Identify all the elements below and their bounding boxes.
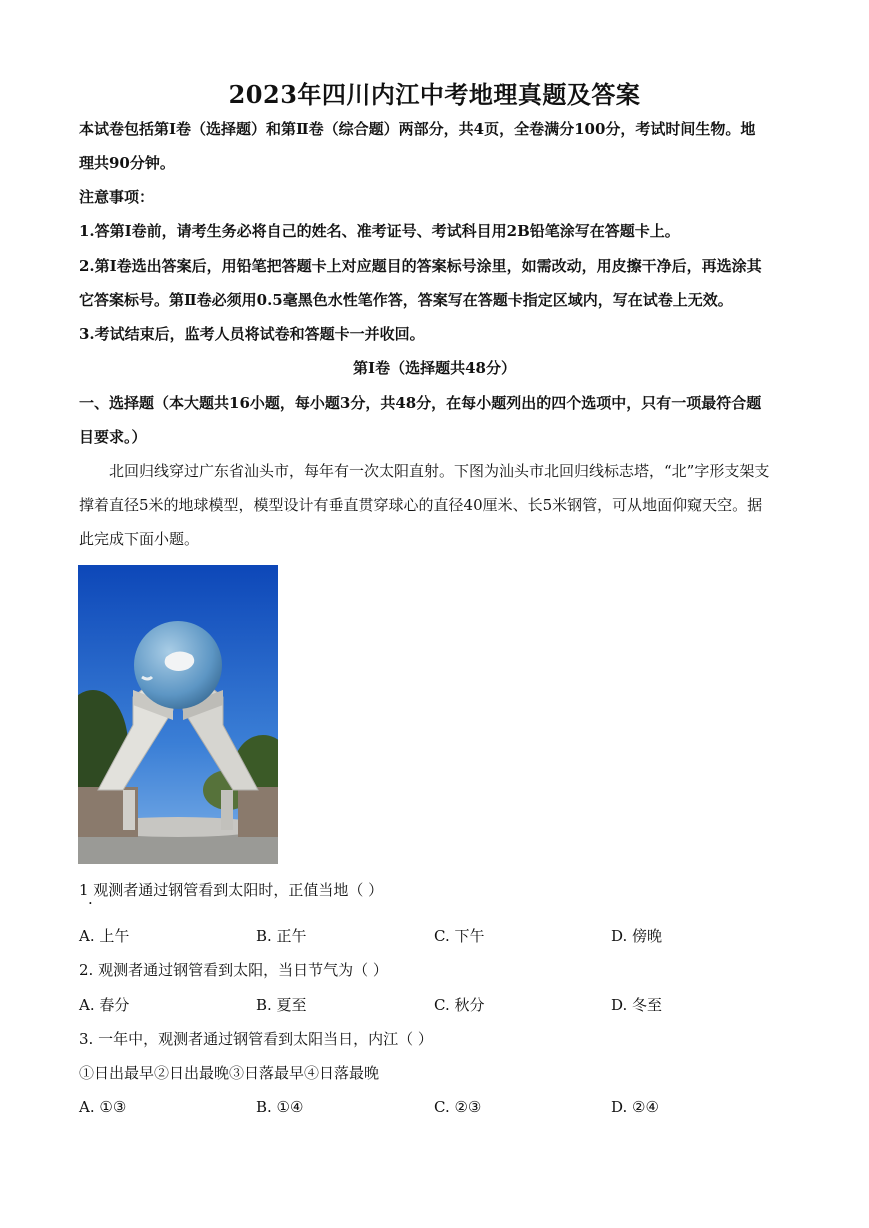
note-2-line-2: 它答案标号。第Ⅱ卷必须用0.5毫黑色水性笔作答，答案写在答题卡指定区域内，写在试卷上无效。 [79,291,733,309]
question-1-dot-mark: · [88,894,93,912]
question-2-option-a[interactable]: A. 春分 [79,996,130,1014]
part1-line-2: 目要求。） [79,428,147,446]
question-2-option-c[interactable]: C. 秋分 [434,996,485,1014]
question-2-option-b[interactable]: B. 夏至 [256,996,307,1014]
note-2-line-1: 2.第Ⅰ卷选出答案后，用铅笔把答题卡上对应题目的答案标号涂里，如需改动，用皮擦干净后，再选涂其 [79,257,762,275]
question-1-option-c[interactable]: C. 下午 [434,927,485,945]
question-2-stem: 2. 观测者通过钢管看到太阳，当日节气为（ ） [79,961,388,979]
note-3: 3.考试结束后，监考人员将试卷和答题卡一并收回。 [79,325,425,343]
passage-line-3: 此完成下面小题。 [79,530,200,548]
passage-line-1: 北回归线穿过广东省汕头市，每年有一次太阳直射。下图为汕头市北回归线标志塔，“北”字形支架支 [109,462,770,480]
question-1-option-d[interactable]: D. 傍晚 [611,927,663,945]
notes-heading: 注意事项： [79,188,155,206]
question-1-option-a[interactable]: A. 上午 [79,927,130,945]
part1-line-1: 一、选择题（本大题共16小题，每小题3分，共48分，在每小题列出的四个选项中，只有一项最符合题 [79,394,762,412]
question-1-option-b[interactable]: B. 正午 [256,927,307,945]
globe-monument-illustration [78,565,278,864]
intro-line-1: 本试卷包括第Ⅰ卷（选择题）和第Ⅱ卷（综合题）两部分，共4页，全卷满分100分，考试时间生物。地 [79,120,756,138]
section-title: 第Ⅰ卷（选择题共48分） [353,359,516,377]
question-3-option-a[interactable]: A. ①③ [79,1098,127,1116]
note-1: 1.答第Ⅰ卷前，请考生务必将自己的姓名、准考证号、考试科目用2B铅笔涂写在答题卡上。 [79,222,680,240]
question-1-stem: 1 观测者通过钢管看到太阳时，正值当地（ ） [79,881,384,899]
question-3-stem: 3. 一年中，观测者通过钢管看到太阳当日，内江（ ） [79,1030,433,1048]
question-3-option-d[interactable]: D. ②④ [611,1098,659,1116]
intro-line-2: 理共90分钟。 [79,154,175,172]
monument-photo [78,565,278,864]
question-3-sub-items: ①日出最早②日出最晚③日落最早④日落最晚 [79,1064,380,1082]
question-3-option-c[interactable]: C. ②③ [434,1098,482,1116]
passage-line-2: 撑着直径5米的地球模型，模型设计有垂直贯穿球心的直径40厘米、长5米钢管，可从地面仰窥天空。据 [79,496,763,514]
page-title: 2023年四川内江中考地理真题及答案 [228,80,641,109]
question-3-option-b[interactable]: B. ①④ [256,1098,304,1116]
question-2-option-d[interactable]: D. 冬至 [611,996,663,1014]
